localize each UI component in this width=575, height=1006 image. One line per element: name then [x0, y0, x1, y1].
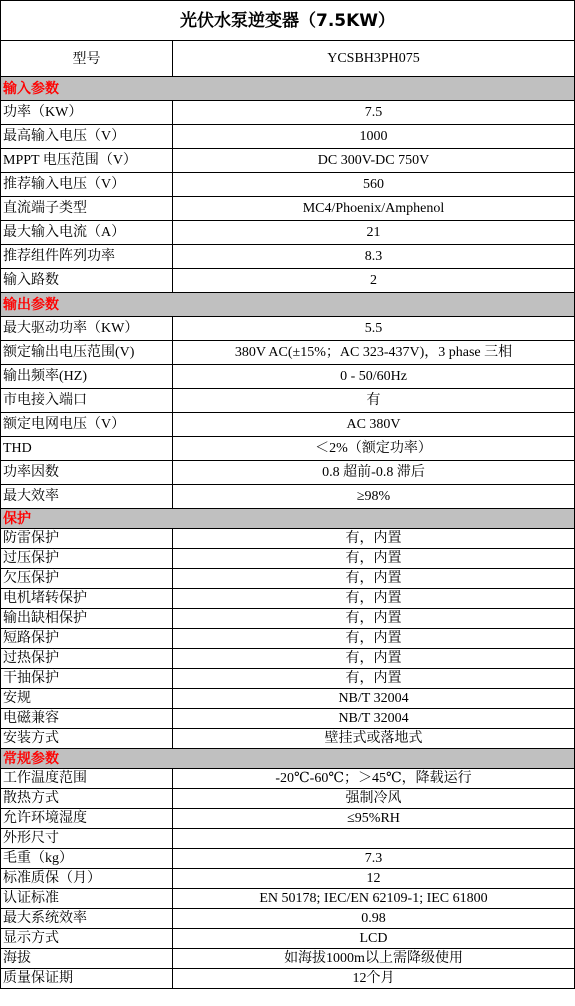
row-label: 散热方式: [1, 789, 173, 809]
row-label: 额定输出电压范围(V): [1, 341, 173, 365]
row-value: 有，内置: [173, 569, 575, 589]
row-value: 有，内置: [173, 669, 575, 689]
model-row: [1, 41, 575, 77]
title-row: [1, 1, 575, 41]
table-row: [1, 889, 575, 909]
row-value: NB/T 32004: [173, 709, 575, 729]
row-value: EN 50178; IEC/EN 62109-1; IEC 61800: [173, 889, 575, 909]
row-label: 短路保护: [1, 629, 173, 649]
table-row: [1, 317, 575, 341]
row-value: 有，内置: [173, 649, 575, 669]
row-value: AC 380V: [173, 413, 575, 437]
table-row: [1, 789, 575, 809]
table-row: [1, 245, 575, 269]
table-row: [1, 485, 575, 509]
row-label: 质量保证期: [1, 969, 173, 989]
table-row: [1, 669, 575, 689]
table-row: [1, 929, 575, 949]
row-value: MC4/Phoenix/Amphenol: [173, 197, 575, 221]
row-value: ≥98%: [173, 485, 575, 509]
section-title: 保护: [1, 509, 575, 529]
row-value: [173, 829, 575, 849]
section-header: [1, 293, 575, 317]
table-row: [1, 909, 575, 929]
table-row: [1, 649, 575, 669]
row-label: 功率因数: [1, 461, 173, 485]
row-value: 560: [173, 173, 575, 197]
row-label: 干抽保护: [1, 669, 173, 689]
row-value: 0.98: [173, 909, 575, 929]
row-label: 防雷保护: [1, 529, 173, 549]
table-row: [1, 197, 575, 221]
table-row: [1, 101, 575, 125]
table-row: [1, 589, 575, 609]
table-row: [1, 365, 575, 389]
row-label: 欠压保护: [1, 569, 173, 589]
table-row: [1, 221, 575, 245]
row-label: MPPT 电压范围（V）: [1, 149, 173, 173]
section-title: 常规参数: [1, 749, 575, 769]
row-label: 标准质保（月）: [1, 869, 173, 889]
row-label: 输出频率(HZ): [1, 365, 173, 389]
row-label: 最大输入电流（A）: [1, 221, 173, 245]
row-value: 有，内置: [173, 529, 575, 549]
model-label: 型号: [1, 41, 173, 77]
row-value: 380V AC(±15%；AC 323-437V)，3 phase 三相: [173, 341, 575, 365]
section-header: [1, 77, 575, 101]
row-value: NB/T 32004: [173, 689, 575, 709]
row-label: 最大驱动功率（KW）: [1, 317, 173, 341]
table-row: [1, 149, 575, 173]
table-row: [1, 969, 575, 989]
table-title: 光伏水泵逆变器（7.5KW）: [1, 1, 575, 41]
row-label: 外形尺寸: [1, 829, 173, 849]
table-row: [1, 461, 575, 485]
table-row: [1, 549, 575, 569]
row-value: -20℃-60℃；＞45℃，降载运行: [173, 769, 575, 789]
row-label: 过压保护: [1, 549, 173, 569]
row-value: 5.5: [173, 317, 575, 341]
row-value: 有，内置: [173, 549, 575, 569]
section-title: 输出参数: [1, 293, 575, 317]
section-header: [1, 509, 575, 529]
row-label: 最大效率: [1, 485, 173, 509]
table-row: [1, 729, 575, 749]
row-value: 有，内置: [173, 609, 575, 629]
row-value: 有: [173, 389, 575, 413]
section-title: 输入参数: [1, 77, 575, 101]
row-value: ≤95%RH: [173, 809, 575, 829]
table-row: [1, 629, 575, 649]
row-label: 最大系统效率: [1, 909, 173, 929]
row-label: THD: [1, 437, 173, 461]
row-value: 2: [173, 269, 575, 293]
row-label: 海拔: [1, 949, 173, 969]
table-row: [1, 341, 575, 365]
row-value: 壁挂式或落地式: [173, 729, 575, 749]
row-value: 7.5: [173, 101, 575, 125]
row-label: 最高输入电压（V）: [1, 125, 173, 149]
table-row: [1, 529, 575, 549]
row-label: 允许环境湿度: [1, 809, 173, 829]
row-value: 如海拔1000m以上需降级使用: [173, 949, 575, 969]
row-value: LCD: [173, 929, 575, 949]
table-row: [1, 949, 575, 969]
table-row: [1, 829, 575, 849]
section-header: [1, 749, 575, 769]
row-value: 21: [173, 221, 575, 245]
row-label: 输出缺相保护: [1, 609, 173, 629]
table-row: [1, 413, 575, 437]
row-label: 过热保护: [1, 649, 173, 669]
row-value: 有，内置: [173, 589, 575, 609]
row-label: 工作温度范围: [1, 769, 173, 789]
table-row: [1, 437, 575, 461]
row-label: 额定电网电压（V）: [1, 413, 173, 437]
row-value: 强制冷风: [173, 789, 575, 809]
table-row: [1, 769, 575, 789]
row-label: 毛重（kg）: [1, 849, 173, 869]
row-label: 显示方式: [1, 929, 173, 949]
table-row: [1, 709, 575, 729]
table-row: [1, 609, 575, 629]
table-row: [1, 173, 575, 197]
table-row: [1, 849, 575, 869]
row-label: 功率（KW）: [1, 101, 173, 125]
table-row: [1, 269, 575, 293]
row-label: 市电接入端口: [1, 389, 173, 413]
row-label: 安装方式: [1, 729, 173, 749]
row-label: 输入路数: [1, 269, 173, 293]
table-row: [1, 569, 575, 589]
row-value: ＜2%（额定功率）: [173, 437, 575, 461]
row-value: 12个月: [173, 969, 575, 989]
row-value: 12: [173, 869, 575, 889]
row-value: 7.3: [173, 849, 575, 869]
row-value: 0.8 超前-0.8 滞后: [173, 461, 575, 485]
row-value: DC 300V-DC 750V: [173, 149, 575, 173]
row-value: 1000: [173, 125, 575, 149]
row-label: 电机堵转保护: [1, 589, 173, 609]
row-value: 有，内置: [173, 629, 575, 649]
table-row: [1, 689, 575, 709]
row-label: 安规: [1, 689, 173, 709]
row-value: 8.3: [173, 245, 575, 269]
row-label: 认证标准: [1, 889, 173, 909]
row-label: 直流端子类型: [1, 197, 173, 221]
table-row: [1, 869, 575, 889]
row-label: 推荐输入电压（V）: [1, 173, 173, 197]
table-row: [1, 125, 575, 149]
table-row: [1, 809, 575, 829]
row-value: 0 - 50/60Hz: [173, 365, 575, 389]
table-row: [1, 389, 575, 413]
row-label: 推荐组件阵列功率: [1, 245, 173, 269]
model-value: YCSBH3PH075: [173, 41, 575, 77]
row-label: 电磁兼容: [1, 709, 173, 729]
